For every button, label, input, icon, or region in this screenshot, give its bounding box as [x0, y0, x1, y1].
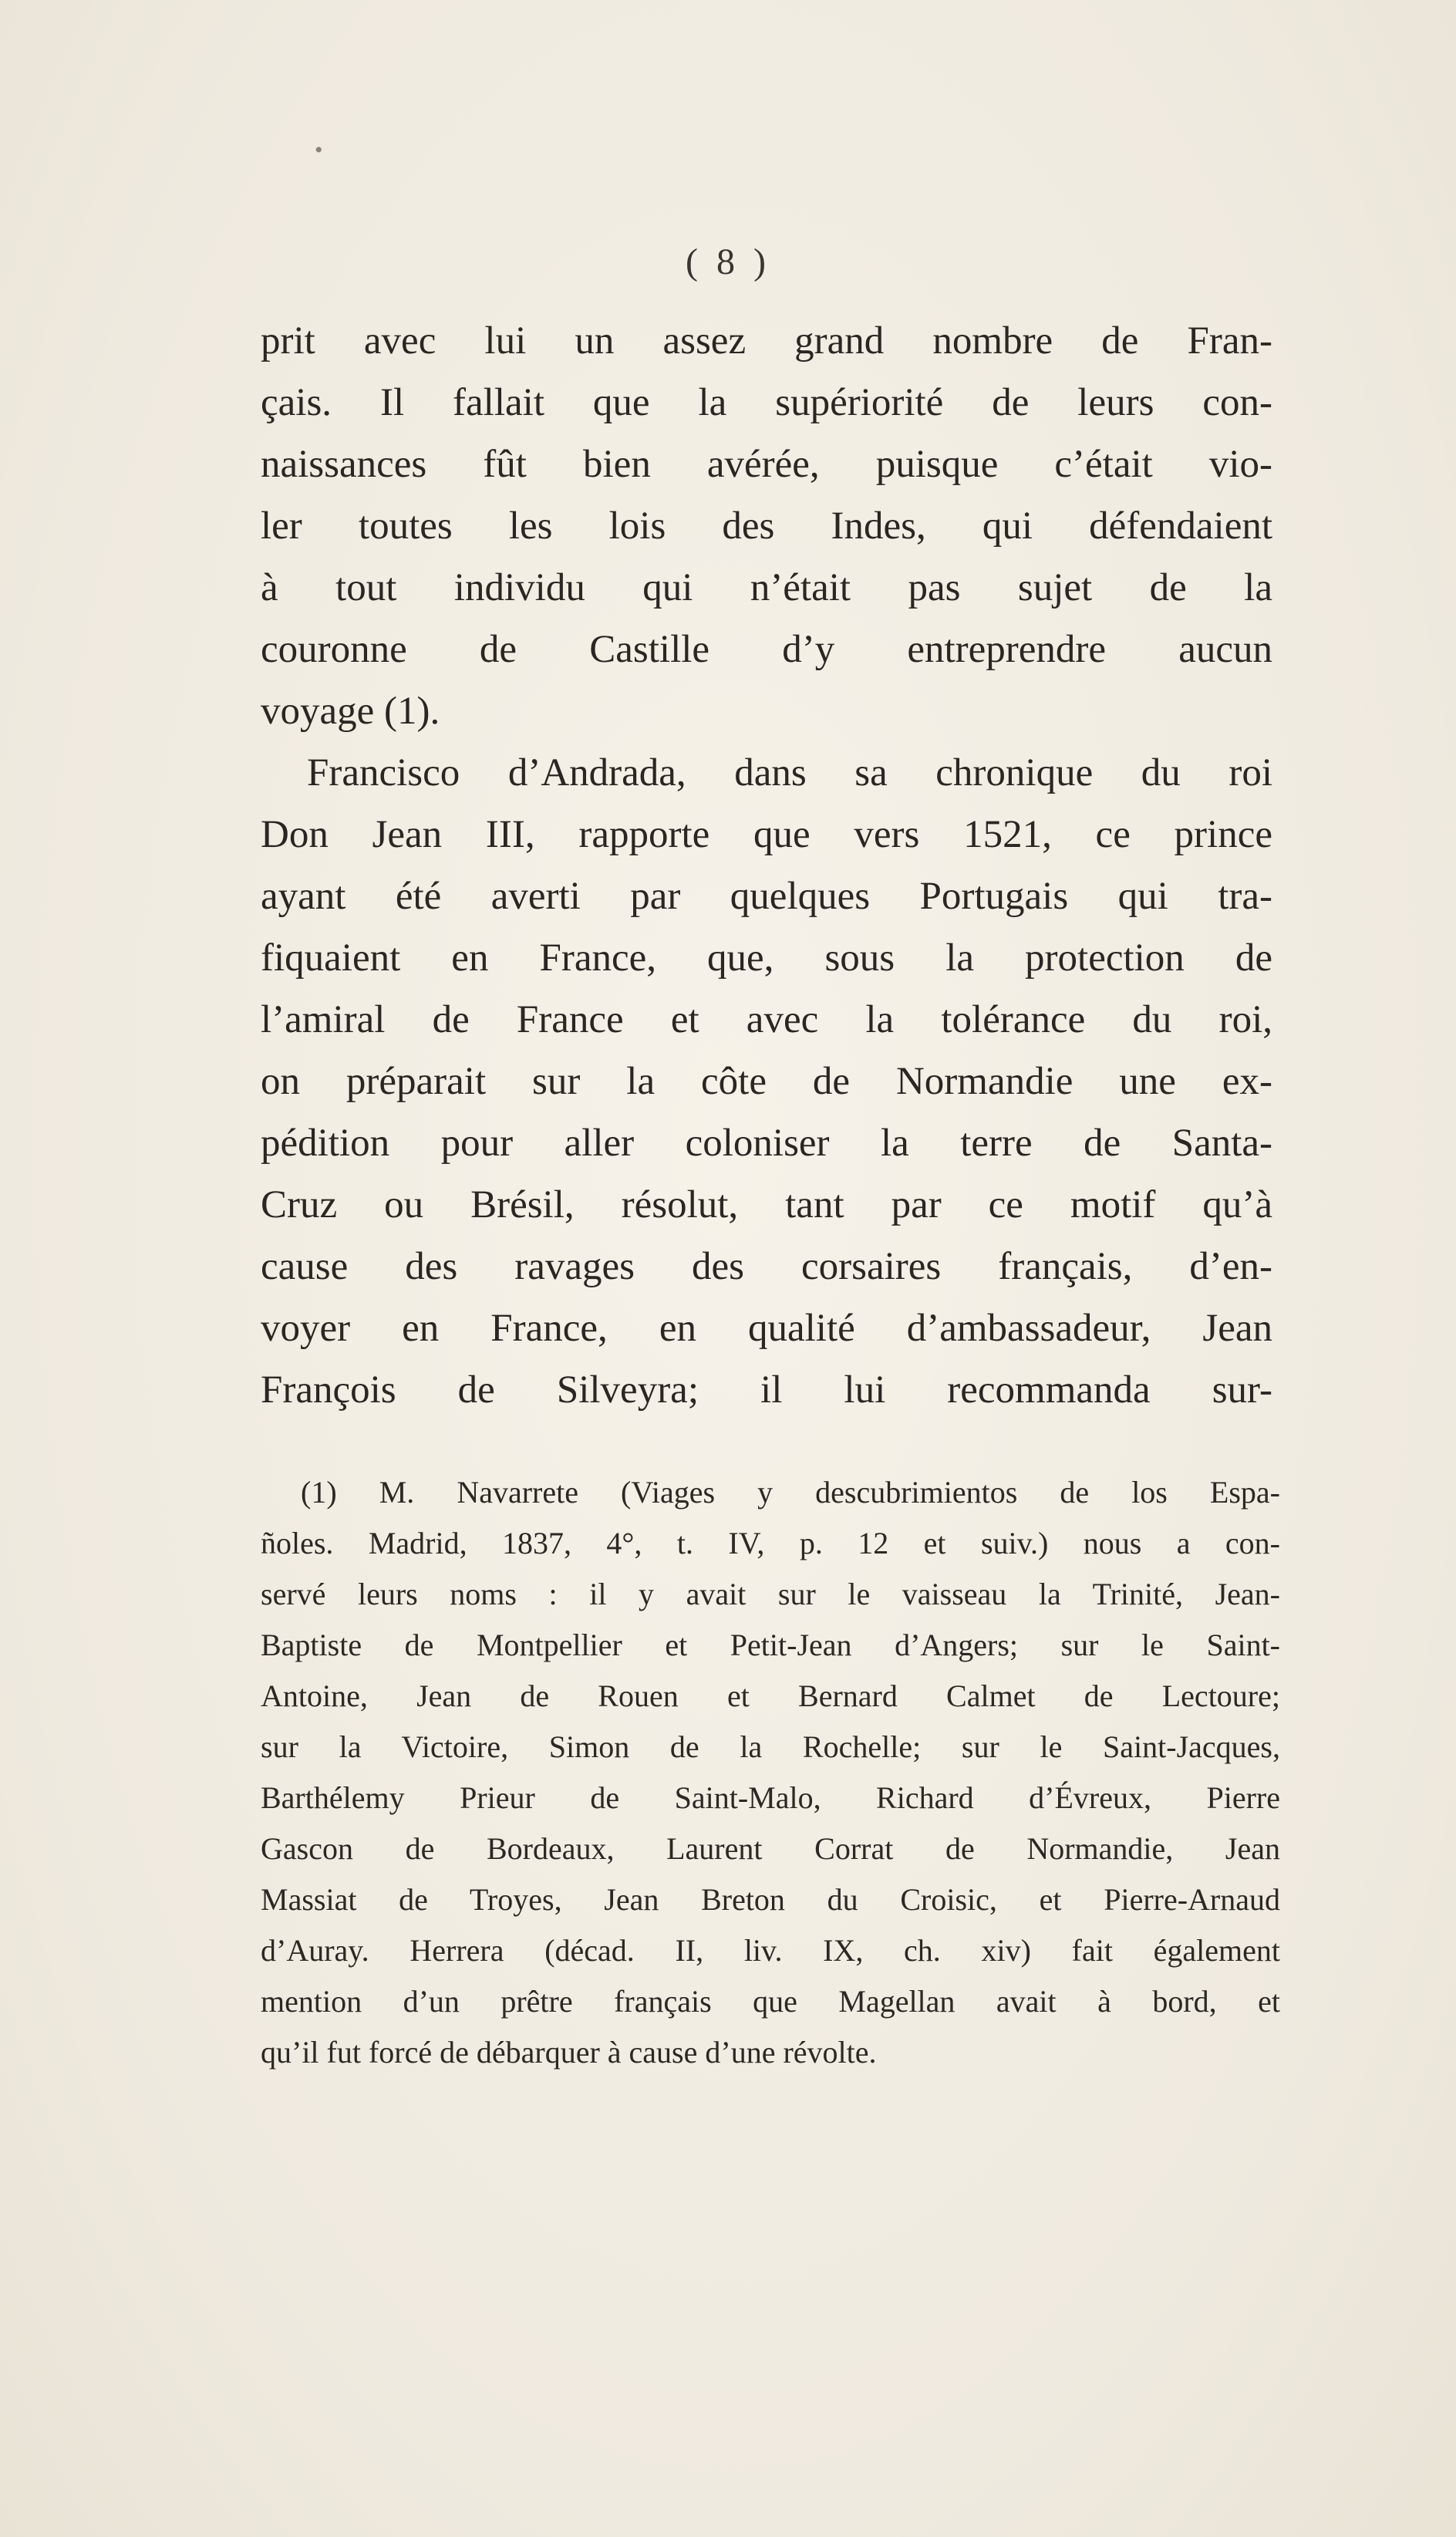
text-line: l’amiral de France et avec la tolérance du roi, [261, 998, 1272, 1041]
footnote [261, 1467, 1280, 2078]
text-line: on préparait sur la côte de Normandie une ex- [261, 1060, 1272, 1103]
text-line: fiquaient en France, que, sous la protection de [261, 936, 1272, 980]
main-text [261, 310, 1272, 1421]
text-line: prit avec lui un assez grand nombre de Fran- [261, 319, 1272, 363]
text-line: à tout individu qui n’était pas sujet de la [261, 566, 1272, 609]
footnote-line: Massiat de Troyes, Jean Breton du Croisic, et Pierre-Arnaud [261, 1882, 1280, 1917]
footnote-line: qu’il fut forcé de débarquer à cause d’une révolte. [261, 2035, 877, 2070]
footnote-line: sur la Victoire, Simon de la Rochelle; sur le Saint-Jacques, [261, 1729, 1280, 1764]
footnote-line: mention d’un prêtre français que Magellan avait à bord, et [261, 1984, 1280, 2019]
text-line: cause des ravages des corsaires français, d’en- [261, 1245, 1272, 1288]
footnote-line: d’Auray. Herrera (décad. II, liv. IX, ch. xiv) fait également [261, 1933, 1280, 1968]
text-line: François de Silveyra; il lui recommanda sur- [261, 1368, 1272, 1412]
footnote-line: (1) M. Navarrete (Viages y descubrimientos de los Espa- [301, 1475, 1280, 1510]
text-line: ayant été averti par quelques Portugais qui tra- [261, 875, 1272, 918]
page-speck: • [315, 137, 323, 163]
footnote-line: Antoine, Jean de Rouen et Bernard Calmet de Lectoure; [261, 1678, 1280, 1713]
text-line: çais. Il fallait que la supériorité de leurs con- [261, 381, 1272, 424]
footnote-line: Baptiste de Montpellier et Petit-Jean d’Angers; sur le Saint- [261, 1628, 1280, 1662]
footnote-line: Gascon de Bordeaux, Laurent Corrat de Normandie, Jean [261, 1831, 1280, 1866]
text-line: naissances fût bien avérée, puisque c’était vio- [261, 443, 1272, 486]
footnote-line: ñoles. Madrid, 1837, 4°, t. IV, p. 12 et suiv.) nous a con- [261, 1526, 1280, 1560]
text-line: voyage (1). [261, 690, 440, 733]
page-number: ( 8 ) [686, 241, 770, 282]
text-line: Don Jean III, rapporte que vers 1521, ce prince [261, 813, 1272, 856]
text-line: couronne de Castille d’y entreprendre aucun [261, 628, 1272, 671]
footnote-line: servé leurs noms : il y avait sur le vaisseau la Trinité, Jean- [261, 1577, 1280, 1611]
text-line: pédition pour aller coloniser la terre de Santa- [261, 1122, 1272, 1165]
text-line: Cruz ou Brésil, résolut, tant par ce motif qu’à [261, 1183, 1272, 1226]
text-line: ler toutes les lois des Indes, qui défendaient [261, 504, 1272, 548]
footnote-line: Barthélemy Prieur de Saint-Malo, Richard d’Évreux, Pierre [261, 1780, 1280, 1815]
text-line: voyer en France, en qualité d’ambassadeur, Jean [261, 1307, 1272, 1350]
text-line: Francisco d’Andrada, dans sa chronique du roi [307, 751, 1272, 794]
